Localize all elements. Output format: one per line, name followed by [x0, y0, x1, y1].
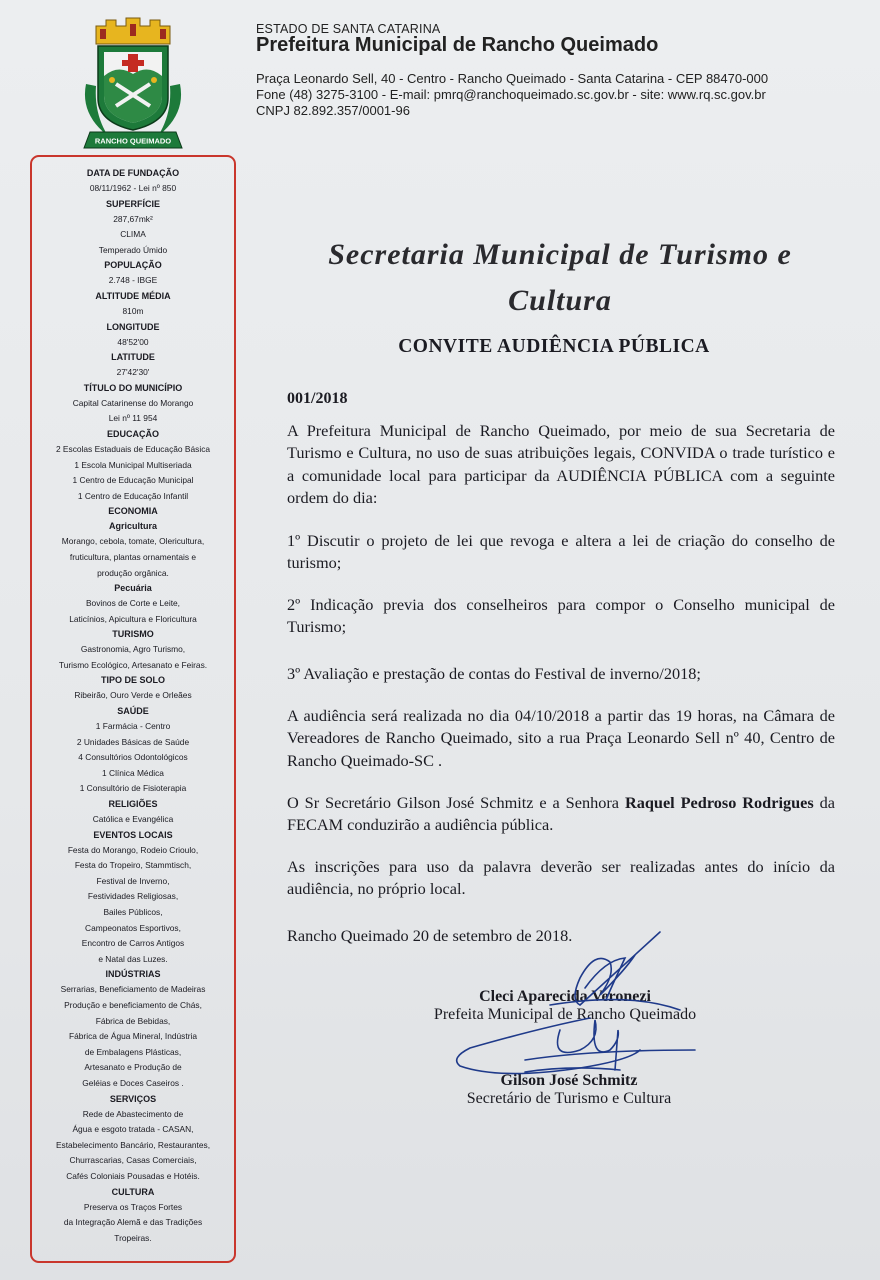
sidebar-value: Capital Catarinense do Morango [72, 397, 194, 408]
sidebar-value: 08/11/1962 - Lei nº 850 [89, 183, 177, 193]
municipality-info-sidebar [30, 155, 236, 1263]
sidebar-value: CLIMA [120, 229, 146, 240]
sidebar-heading: Agricultura [108, 521, 157, 532]
secretaria-title [300, 232, 820, 324]
sidebar-value: e Natal das Luzes. [98, 953, 168, 964]
sidebar-heading: TÍTULO DO MUNICÍPIO [83, 382, 183, 393]
paragraph-date: A audiência será realizada no dia 04/10/2018 a partir das 19 horas, na Câmara de Vereadores de Rancho Queimado, sito a rua Praça Leonardo Sell nº 40, Centro de Rancho Queimado-SC . [287, 706, 835, 770]
sig2-role: Secretário de Turismo e Cultura [466, 1090, 672, 1107]
sidebar-heading: SERVIÇOS [109, 1093, 157, 1104]
sidebar-heading: EVENTOS LOCAIS [93, 829, 173, 840]
sig2-name: Gilson José Schmitz [500, 1072, 638, 1089]
sidebar-heading: POPULAÇÃO [104, 260, 162, 271]
prefeitura-name: Prefeitura Municipal de Rancho Queimado [256, 34, 659, 56]
sidebar-heading: ECONOMIA [108, 506, 158, 517]
sidebar-heading: CULTURA [111, 1186, 155, 1197]
sidebar-value: Bovinos de Corte e Leite, [85, 598, 181, 609]
agenda-item-2: 2º Indicação previa dos conselheiros para compor o Conselho municipal de Turismo; [287, 595, 835, 637]
sidebar-heading: INDÚSTRIAS [105, 969, 161, 980]
sidebar-value: Morango, cebola, tomate, Olericultura, [61, 536, 205, 547]
sidebar-value: Campeonatos Esportivos, [85, 922, 181, 933]
sidebar-value: 1 Clínica Médica [102, 767, 164, 778]
conducted-text-a: O Sr Secretário Gilson José Schmitz e a Senhora [287, 793, 625, 812]
sidebar-value: Lei nº 11 954 [108, 413, 158, 424]
sidebar-value: de Embalagens Plásticas, [84, 1046, 182, 1057]
sidebar-value: 27'42'30' [116, 367, 150, 378]
sidebar-value: 1 Centro de Educação Infantil [77, 490, 189, 501]
sidebar-heading: LATITUDE [111, 352, 155, 363]
sidebar-value: Churrascarias, Casas Comerciais, [69, 1155, 197, 1166]
sig1-name: Cleci Aparecida Veronezi [479, 988, 651, 1005]
handwritten-signature-icon [430, 900, 710, 1110]
document-number: 001/2018 [287, 390, 348, 407]
sidebar-heading: Pecuária [114, 583, 152, 594]
paragraph-conducted-by [287, 792, 835, 837]
sidebar-heading: SUPERFÍCIE [105, 198, 160, 209]
sidebar-value: Fábrica de Água Mineral, Indústria [68, 1031, 198, 1042]
sidebar-value: Ribeirão, Ouro Verde e Orleães [74, 690, 192, 701]
sidebar-value: Tropeiras. [114, 1232, 152, 1243]
place-date: Rancho Queimado 20 de setembro de 2018. [287, 926, 573, 945]
sidebar-value: 2 Unidades Básicas de Saúde [76, 736, 190, 747]
sidebar-heading: LONGITUDE [106, 321, 160, 332]
paragraph-intro: A Prefeitura Municipal de Rancho Queimado, por meio de sua Secretaria de Turismo e Cultura, no uso de suas atribuições legais, CONVIDA o trade turístico e a comunidade local para participar da AUDIÊNCIA PÚBLICA com a seguinte ordem do dia: [287, 421, 835, 508]
conducted-name: Raquel Pedroso Rodrigues [624, 793, 814, 812]
crest-label: RANCHO QUEIMADO [94, 136, 172, 146]
conducted-text-c: da FECAM conduzirão a audiência pública. [287, 793, 835, 835]
sidebar-value: 2.748 - IBGE [108, 275, 158, 286]
sidebar-value: Encontro de Carros Antigos [81, 938, 185, 949]
state-name: ESTADO DE SANTA CATARINA [256, 22, 441, 36]
sidebar-value: 1 Consultório de Fisioterapia [79, 783, 187, 794]
sidebar-value: 1 Farmácia - Centro [95, 721, 171, 732]
contact-line: Fone (48) 3275-3100 - E-mail: pmrq@ranchoqueimado.sc.gov.br - site: www.rq.sc.gov.br [256, 87, 766, 102]
paragraph-inscricoes: As inscrições para uso da palavra deverão ser realizadas antes do início da audiência, no próprio local. [287, 857, 835, 899]
sidebar-value: Produção e beneficiamento de Chás, [64, 999, 202, 1010]
sidebar-value: Festa do Tropeiro, Stammtisch, [74, 860, 192, 871]
sidebar-value: Preserva os Traços Fortes [83, 1201, 183, 1212]
sidebar-heading: TURISMO [112, 629, 154, 640]
sidebar-value: Católica e Evangélica [92, 814, 174, 825]
sidebar-value: da Integração Alemã e das Tradições [63, 1217, 203, 1228]
sidebar-value: Gastronomia, Agro Turismo, [80, 644, 186, 655]
sidebar-value: 1 Escola Municipal Multiseriada [74, 459, 192, 470]
letterhead [256, 22, 768, 119]
sidebar-value: 287,67mk² [113, 213, 153, 224]
sidebar-value: Estabelecimento Bancário, Restaurantes, [55, 1139, 211, 1150]
sidebar-heading: EDUCAÇÃO [106, 428, 159, 439]
sidebar-value: Turismo Ecológico, Artesanato e Feiras. [58, 659, 208, 670]
sidebar-value: Bailes Públicos, [103, 907, 163, 917]
agenda-item-1: 1º Discutir o projeto de lei que revoga e altera a lei de criação do conselho de turismo; [287, 531, 835, 573]
sidebar-value: Festa do Morango, Rodeio Crioulo, [67, 844, 199, 855]
sidebar-value: Festividades Religiosas, [87, 891, 179, 902]
sidebar-value: fruticultura, plantas ornamentais e [69, 551, 197, 562]
sidebar-value: Temperado Úmido [98, 244, 168, 255]
sig1-role: Prefeita Municipal de Rancho Queimado [433, 1006, 697, 1023]
sidebar-value: Água e esgoto tratada - CASAN, [72, 1124, 194, 1135]
sidebar-value: Laticínios, Apicultura e Floricultura [69, 613, 197, 624]
sidebar-value: 48'52'00 [117, 336, 149, 347]
sidebar-value: 1 Centro de Educação Municipal [72, 475, 194, 486]
convite-heading: CONVITE AUDIÊNCIA PÚBLICA [398, 336, 710, 357]
secretaria-title-line2: Cultura [508, 284, 612, 317]
secretaria-title-line1: Secretaria Municipal de Turismo e [328, 238, 792, 271]
sidebar-value: Festival de Inverno, [96, 875, 170, 886]
cnpj-line: CNPJ 82.892.357/0001-96 [256, 103, 410, 118]
sidebar-value: Serrarias, Beneficiamento de Madeiras [60, 984, 206, 995]
sidebar-heading: RELIGIÕES [108, 799, 158, 810]
sidebar-value: produção orgânica. [97, 567, 169, 578]
sidebar-value: Artesanato e Produção de [84, 1062, 182, 1073]
sidebar-value: 810m [122, 305, 144, 316]
municipal-crest-icon [78, 14, 188, 150]
sidebar-value: 2 Escolas Estaduais de Educação Básica [55, 443, 211, 454]
sidebar-value: 4 Consultórios Odontológicos [78, 752, 188, 763]
sidebar-value: Cafés Coloniais Pousadas e Hotéis. [66, 1170, 200, 1181]
address-line: Praça Leonardo Sell, 40 - Centro - Rancho Queimado - Santa Catarina - CEP 88470-000 [256, 71, 769, 86]
agenda-item-3: 3º Avaliação e prestação de contas do Festival de inverno/2018; [287, 664, 701, 683]
sidebar-heading: TIPO DE SOLO [100, 675, 165, 686]
sidebar-value: Geléias e Doces Caseiros . [82, 1077, 184, 1088]
sidebar-heading: ALTITUDE MÉDIA [95, 290, 171, 301]
sidebar-value: Rede de Abastecimento de [82, 1108, 184, 1119]
sidebar-heading: SAÚDE [117, 706, 149, 717]
sidebar-value: Fábrica de Bebidas, [95, 1015, 171, 1026]
sidebar-heading: DATA DE FUNDAÇÃO [86, 168, 180, 178]
